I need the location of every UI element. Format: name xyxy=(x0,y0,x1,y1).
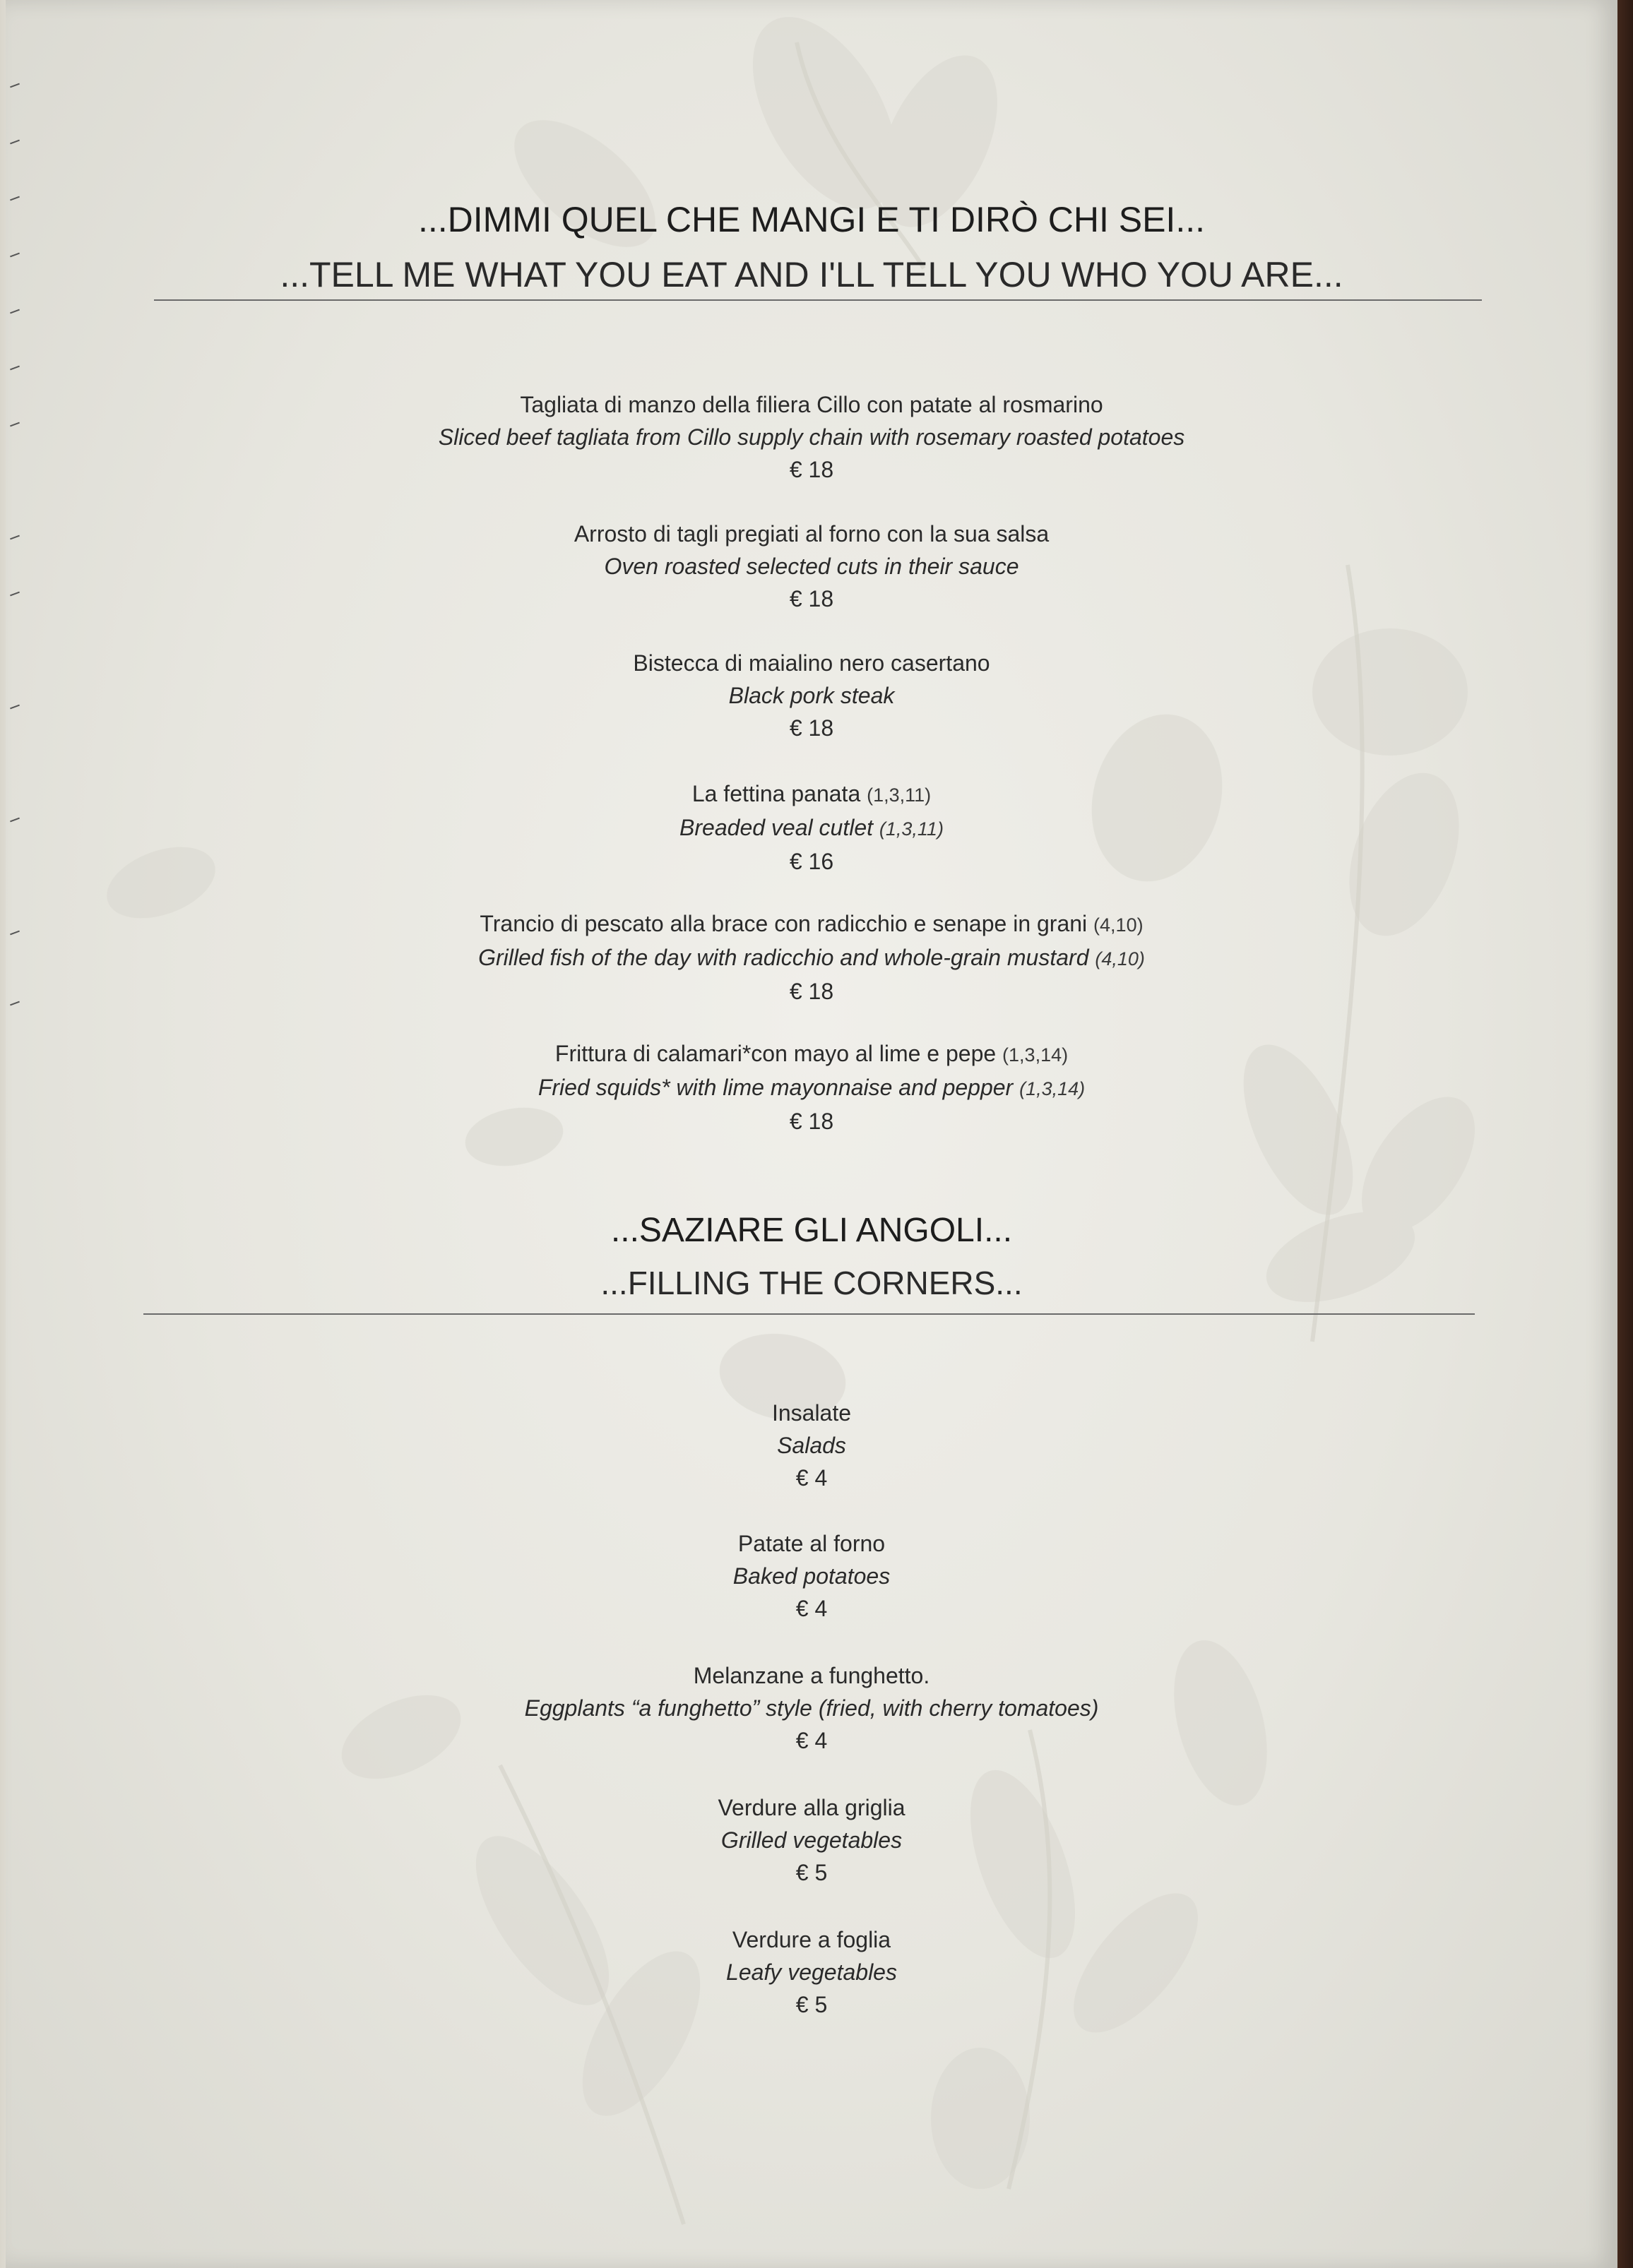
dish-name-it: La fettina panata (1,3,11) xyxy=(691,781,932,806)
dish-name-en: Fried squids* with lime mayonnaise and pepper (1,3,14) xyxy=(538,1075,1086,1100)
dish-name-it: Verdure a foglia xyxy=(732,1927,891,1952)
dish-name-en: Breaded veal cutlet (1,3,11) xyxy=(679,815,944,840)
dish-name-it: Bistecca di maialino nero casertano xyxy=(633,650,990,676)
menu-item xyxy=(6,777,1617,878)
binding-mark xyxy=(10,1001,20,1006)
menu-item xyxy=(6,1791,1617,1889)
dish-name-it: Tagliata di manzo della filiera Cillo con patate al rosmarino xyxy=(520,392,1103,417)
dish-name-en: Grilled vegetables xyxy=(720,1827,903,1853)
binding-mark xyxy=(10,422,20,427)
menu-item xyxy=(6,1923,1617,2021)
section-title-it: ...SAZIARE GLI ANGOLI... xyxy=(610,1212,1013,1249)
section-title-it: ...DIMMI QUEL CHE MANGI E TI DIRÒ CHI SEI... xyxy=(417,200,1205,239)
dish-price: € 4 xyxy=(795,1465,828,1491)
menu-item xyxy=(6,388,1617,486)
dish-price: € 18 xyxy=(789,586,834,611)
menu-item xyxy=(6,1527,1617,1625)
dish-price: € 4 xyxy=(795,1596,828,1621)
allergen-codes: (1,3,11) xyxy=(879,818,944,840)
binding-mark xyxy=(10,309,20,314)
dish-price: € 4 xyxy=(795,1728,828,1753)
binding-mark xyxy=(10,818,20,823)
dish-name-en: Salads xyxy=(777,1433,846,1458)
dish-name-en: Baked potatoes xyxy=(732,1563,891,1589)
binding-mark xyxy=(10,592,20,597)
dish-name-en: Oven roasted selected cuts in their sauce xyxy=(604,554,1019,579)
menu-item xyxy=(6,647,1617,744)
section-divider xyxy=(154,299,1482,301)
menu-item xyxy=(6,1397,1617,1494)
binding-marks xyxy=(6,0,21,2268)
dish-price: € 18 xyxy=(789,715,834,741)
binding-mark xyxy=(10,931,20,936)
dish-name-it: Insalate xyxy=(771,1400,852,1426)
menu-content xyxy=(6,0,1617,2268)
allergen-codes: (4,10) xyxy=(1093,914,1144,936)
binding-mark xyxy=(10,83,20,88)
binding-mark xyxy=(10,140,20,145)
allergen-codes: (1,3,11) xyxy=(867,784,932,806)
dish-name-it: Patate al forno xyxy=(737,1531,886,1556)
menu-page xyxy=(6,0,1617,2268)
section-divider xyxy=(143,1313,1475,1315)
section-title-en: ...TELL ME WHAT YOU EAT AND I'LL TELL YOU WHO YOU ARE... xyxy=(280,255,1343,294)
dish-name-it: Frittura di calamari*con mayo al lime e pepe (1,3,14) xyxy=(554,1041,1069,1066)
dish-name-en: Sliced beef tagliata from Cillo supply chain with rosemary roasted potatoes xyxy=(438,424,1185,450)
dish-name-en: Grilled fish of the day with radicchio and whole-grain mustard (4,10) xyxy=(478,945,1145,970)
binding-mark xyxy=(10,535,20,540)
dish-name-it: Arrosto di tagli pregiati al forno con la sua salsa xyxy=(574,521,1050,547)
dish-price: € 5 xyxy=(795,1992,828,2017)
dish-name-it: Melanzane a funghetto. xyxy=(693,1663,930,1688)
dish-name-en: Leafy vegetables xyxy=(726,1959,897,1985)
dish-name-it: Trancio di pescato alla brace con radicchio e senape in grani (4,10) xyxy=(480,911,1144,936)
section-title-en: ...FILLING THE CORNERS... xyxy=(600,1265,1023,1301)
dish-name-en: Eggplants “a funghetto” style (fried, with cherry tomatoes) xyxy=(524,1695,1099,1721)
binding-mark xyxy=(10,196,20,201)
dish-price: € 5 xyxy=(795,1860,828,1885)
dish-name-it: Verdure alla griglia xyxy=(718,1795,905,1820)
menu-item xyxy=(6,1659,1617,1757)
dish-name-en: Black pork steak xyxy=(728,683,895,708)
allergen-codes: (4,10) xyxy=(1095,948,1145,969)
binding-mark xyxy=(10,253,20,258)
allergen-codes: (1,3,14) xyxy=(1002,1044,1069,1066)
dish-price: € 18 xyxy=(789,1109,834,1134)
dish-price: € 18 xyxy=(789,979,834,1004)
menu-item xyxy=(6,1037,1617,1138)
dish-price: € 18 xyxy=(789,457,834,482)
menu-item xyxy=(6,518,1617,615)
binding-mark xyxy=(10,366,20,371)
dish-price: € 16 xyxy=(789,849,834,874)
allergen-codes: (1,3,14) xyxy=(1019,1078,1086,1099)
menu-item xyxy=(6,907,1617,1008)
binding-mark xyxy=(10,705,20,710)
